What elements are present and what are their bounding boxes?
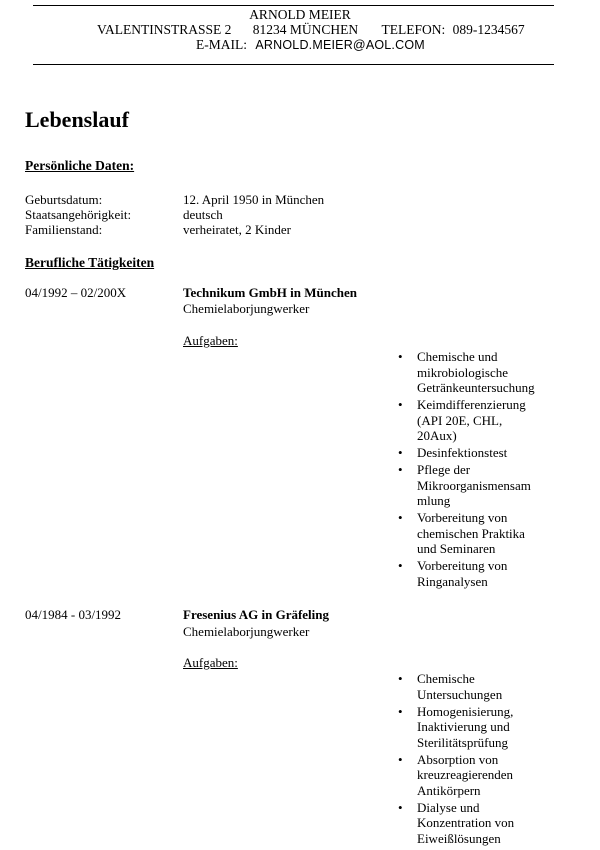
task-line: Getränkeuntersuchung <box>417 380 535 395</box>
task-line: Eiweißlösungen <box>417 830 501 846</box>
personal-value-family: verheiratet, 2 Kinder <box>183 222 291 237</box>
task-line: und Seminaren <box>417 541 496 556</box>
job-tasks-list <box>396 671 556 848</box>
task-line: Konzentration von <box>417 815 515 830</box>
header-phone: 089-1234567 <box>452 22 525 37</box>
task-line: Mikroorganismensam <box>417 477 531 493</box>
task-line: 20Aux) <box>417 428 457 443</box>
personal-value-nationality: deutsch <box>183 207 223 222</box>
task-line: mlung <box>417 493 451 508</box>
bullet-icon: • <box>398 462 403 477</box>
task-line: Homogenisierung, <box>417 703 514 719</box>
job-tasks-label: Aufgaben: <box>183 655 238 670</box>
header-address-line <box>97 22 525 38</box>
header-name: ARNOLD MEIER <box>249 7 351 22</box>
header-phone-label: TELEFON: <box>381 22 446 37</box>
task-line: kreuzreagierenden <box>417 767 513 782</box>
header-street: VALENTINSTRASSE 2 <box>97 22 232 37</box>
task-item <box>396 558 556 589</box>
task-item <box>396 800 556 847</box>
section-work-heading: Berufliche Tätigkeiten <box>25 255 155 270</box>
job-tasks-list <box>396 349 556 591</box>
task-item <box>396 445 556 461</box>
header-city: 81234 MÜNCHEN <box>252 22 359 37</box>
header-rule-top <box>33 5 554 6</box>
task-line: Antikörpern <box>417 782 481 798</box>
task-line: Absorption von <box>417 751 499 767</box>
bullet-icon: • <box>398 671 403 686</box>
header-rule-bottom <box>33 64 554 65</box>
job-company: Technikum GmbH in München <box>183 285 357 300</box>
job-company: Fresenius AG in Gräfeling <box>183 607 330 622</box>
header-email: ARNOLD.MEIER@AOL.COM <box>255 38 425 52</box>
job-tasks-label: Aufgaben: <box>183 333 238 348</box>
bullet-icon: • <box>398 558 403 573</box>
task-line: Chemische und <box>417 349 498 364</box>
header-email-label: E-MAIL: <box>196 37 247 52</box>
task-line: chemischen Praktika <box>417 525 525 541</box>
bullet-icon: • <box>398 397 403 412</box>
task-line: Ringanalysen <box>417 573 488 589</box>
bullet-icon: • <box>398 445 403 460</box>
task-line: Inaktivierung und <box>417 719 510 734</box>
task-line: mikrobiologische <box>417 364 508 380</box>
task-line: Keimdifferenzierung <box>417 397 526 412</box>
task-line: Chemische <box>417 671 475 686</box>
task-line: Vorbereitung von <box>417 558 508 573</box>
task-item <box>396 752 556 799</box>
task-item <box>396 397 556 444</box>
task-line: Sterilitätsprüfung <box>417 734 508 750</box>
job-period: 04/1992 – 02/200X <box>25 285 127 300</box>
personal-label-nationality: Staatsangehörigkeit: <box>25 207 132 222</box>
personal-value-birth: 12. April 1950 in München <box>183 192 325 207</box>
job-position: Chemielaborjungwerker <box>183 624 310 639</box>
section-personal-heading: Persönliche Daten: <box>25 158 135 173</box>
task-line: (API 20E, CHL, <box>417 412 503 428</box>
bullet-icon: • <box>398 510 403 525</box>
page-title: Lebenslauf <box>25 107 129 132</box>
task-item <box>396 510 556 557</box>
job-period: 04/1984 - 03/1992 <box>25 607 122 622</box>
personal-label-family: Familienstand: <box>25 222 103 237</box>
task-item <box>396 671 556 702</box>
job-position: Chemielaborjungwerker <box>183 301 310 316</box>
task-line: Desinfektionstest <box>417 445 508 460</box>
bullet-icon: • <box>398 751 403 767</box>
task-item <box>396 349 556 396</box>
task-line: Vorbereitung von <box>417 510 508 525</box>
personal-label-birth: Geburtsdatum: <box>25 192 103 207</box>
task-item <box>396 704 556 751</box>
bullet-icon: • <box>398 349 403 364</box>
task-line: Dialyse und <box>417 799 480 815</box>
task-line: Untersuchungen <box>417 686 503 702</box>
header-email-line <box>196 37 425 53</box>
task-line: Pflege der <box>417 462 471 477</box>
bullet-icon: • <box>398 799 403 815</box>
bullet-icon: • <box>398 703 403 719</box>
task-item <box>396 462 556 509</box>
